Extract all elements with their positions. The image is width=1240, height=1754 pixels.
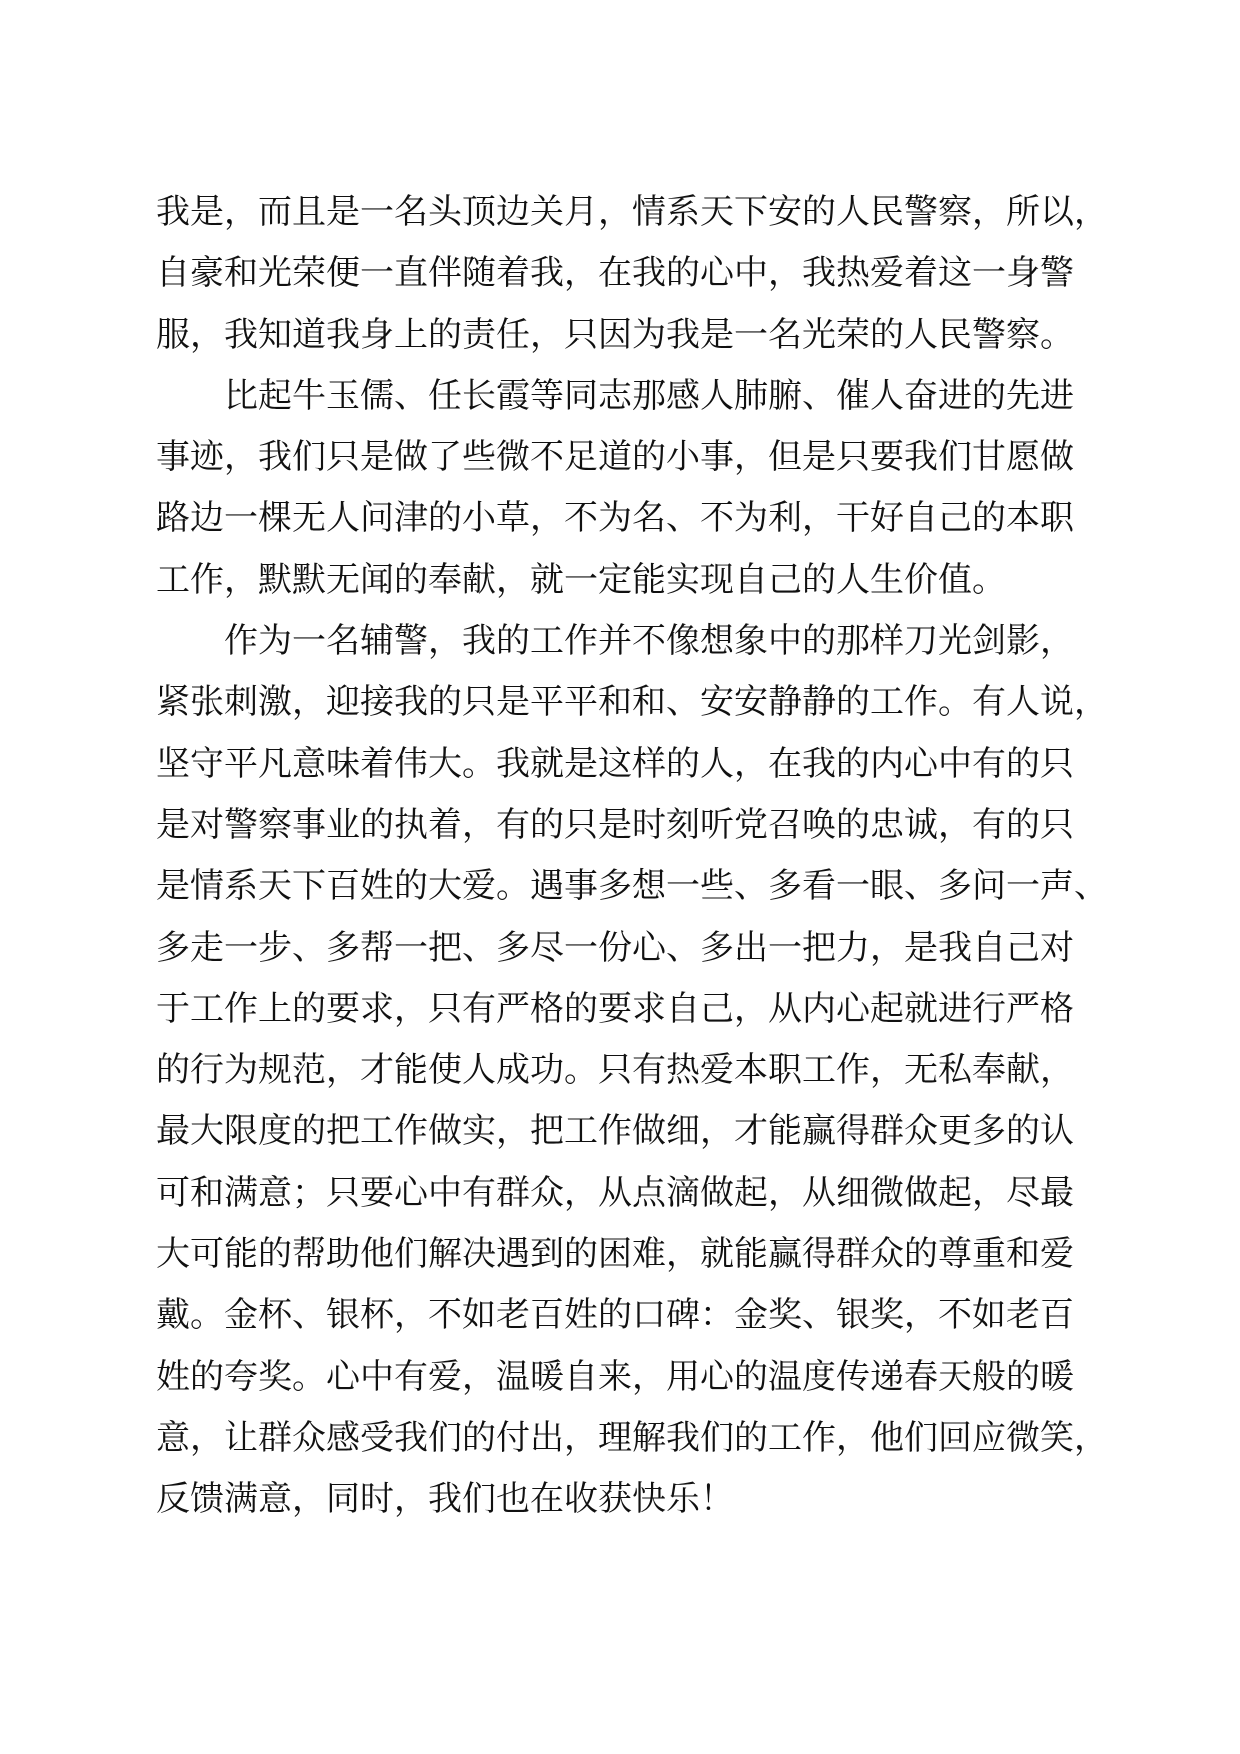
text-line: 于工作上的要求，只有严格的要求自己，从内心起就进行严格 xyxy=(156,988,1074,1029)
text-line: 的行为规范，才能使人成功。只有热爱本职工作，无私奉献， xyxy=(156,1050,1074,1091)
body-text xyxy=(156,182,1108,1531)
text-line: 坚守平凡意味着伟大。我就是这样的人，在我的内心中有的只 xyxy=(156,743,1074,784)
text-line: 紧张刺激，迎接我的只是平平和和、安安静静的工作。有人说， xyxy=(156,682,1108,723)
text-line: 路边一棵无人问津的小草，不为名、不为利，干好自己的本职 xyxy=(156,498,1074,539)
text-line: 我是，而且是一名头顶边关月，情系天下安的人民警察，所以， xyxy=(156,192,1108,232)
text-line: 姓的夸奖。心中有爱，温暖自来，用心的温度传递春天般的暖 xyxy=(156,1356,1074,1397)
text-line: 是情系天下百姓的大爱。遇事多想一些、多看一眼、多问一声、 xyxy=(156,866,1108,907)
text-line: 自豪和光荣便一直伴随着我，在我的心中，我热爱着这一身警 xyxy=(156,253,1074,294)
text-line: 是对警察事业的执着，有的只是时刻听党召唤的忠诚，有的只 xyxy=(156,804,1074,845)
text-line: 可和满意；只要心中有群众，从点滴做起，从细微做起，尽最 xyxy=(156,1172,1074,1213)
text-line: 比起牛玉儒、任长霞等同志那感人肺腑、催人奋进的先进 xyxy=(156,375,1074,416)
text-line: 最大限度的把工作做实，把工作做细，才能赢得群众更多的认 xyxy=(156,1111,1074,1152)
text-line: 多走一步、多帮一把、多尽一份心、多出一把力，是我自己对 xyxy=(156,927,1074,968)
text-line: 服，我知道我身上的责任，只因为我是一名光荣的人民警察。 xyxy=(156,314,1074,355)
text-line: 戴。金杯、银杯，不如老百姓的口碑：金奖、银奖，不如老百 xyxy=(156,1295,1074,1336)
text-line: 大可能的帮助他们解决遇到的困难，就能赢得群众的尊重和爱 xyxy=(156,1234,1074,1275)
text-line: 事迹，我们只是做了些微不足道的小事，但是只要我们甘愿做 xyxy=(156,437,1074,478)
text-line: 反馈满意，同时，我们也在收获快乐！ xyxy=(156,1479,734,1520)
text-line: 工作，默默无闻的奉献，就一定能实现自己的人生价值。 xyxy=(156,559,1006,600)
text-line: 意，让群众感受我们的付出，理解我们的工作，他们回应微笑， xyxy=(156,1417,1108,1458)
text-line: 作为一名辅警，我的工作并不像想象中的那样刀光剑影， xyxy=(156,621,1074,662)
